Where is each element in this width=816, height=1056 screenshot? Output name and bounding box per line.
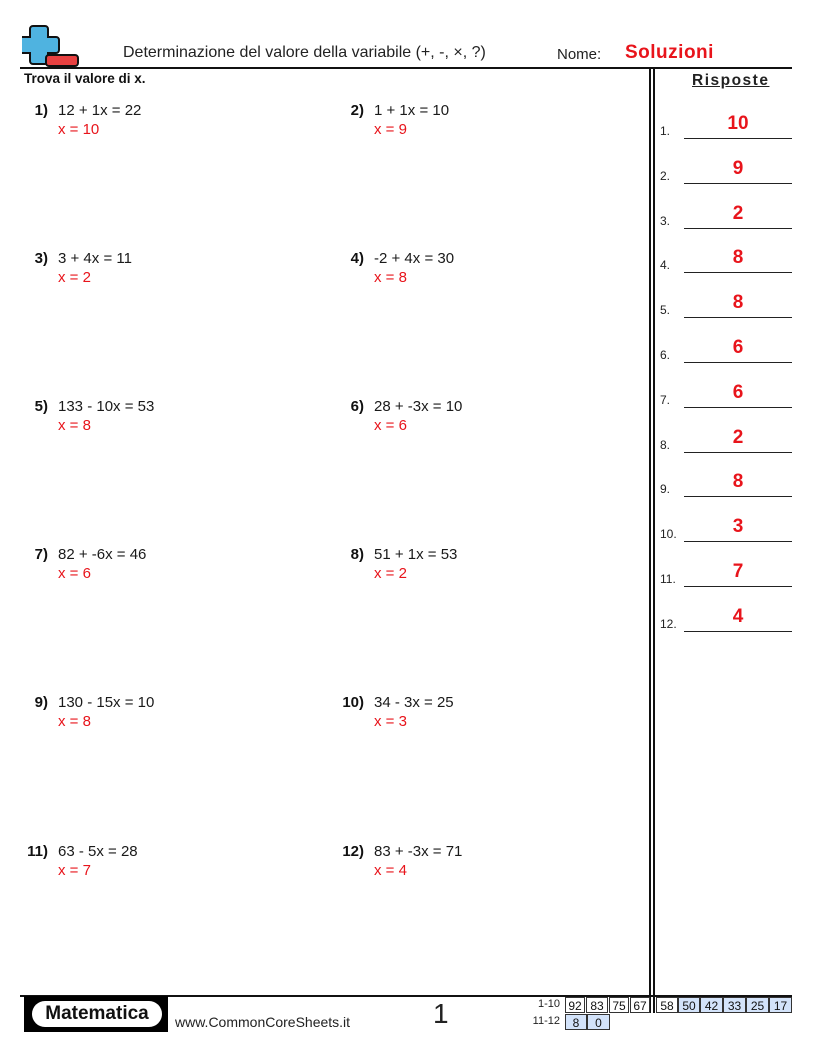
problem-solution: x = 8 xyxy=(58,713,91,730)
problem-4 xyxy=(316,250,636,290)
problem-solution: x = 10 xyxy=(58,121,100,138)
problem-equation: 3 + 4x = 11 xyxy=(58,250,132,267)
problem-equation: 130 - 15x = 10 xyxy=(58,694,155,711)
answer-value: 2 xyxy=(732,203,744,224)
answer-value: 8 xyxy=(732,247,744,268)
name-value: Soluzioni xyxy=(625,42,714,63)
problem-solution: x = 7 xyxy=(58,862,91,879)
page-number: 1 xyxy=(433,998,449,1029)
score-cell: 17 xyxy=(769,997,792,1013)
answer-value: 10 xyxy=(727,113,749,134)
answer-value: 6 xyxy=(732,382,744,403)
problem-2 xyxy=(316,102,636,142)
answer-row-3 xyxy=(660,200,792,230)
problem-number: 3) xyxy=(34,250,48,267)
score-cell: 50 xyxy=(678,997,700,1013)
answer-value: 9 xyxy=(732,158,744,179)
problem-equation: 82 + -6x = 46 xyxy=(58,546,147,563)
problem-equation: 1 + 1x = 10 xyxy=(374,102,450,119)
answer-row-1 xyxy=(660,110,792,140)
answer-row-5 xyxy=(660,289,792,319)
name-label: Nome: xyxy=(557,46,602,63)
problem-equation: 28 + -3x = 10 xyxy=(374,398,463,415)
answer-number: 6. xyxy=(660,348,671,362)
problem-equation: -2 + 4x = 30 xyxy=(374,250,455,267)
problem-3 xyxy=(0,250,320,290)
problem-9 xyxy=(0,694,320,734)
problem-solution: x = 3 xyxy=(374,713,407,730)
answer-line xyxy=(684,272,792,274)
problem-equation: 83 + -3x = 71 xyxy=(374,843,463,860)
answer-line xyxy=(684,407,792,409)
score-cell: 25 xyxy=(746,997,769,1013)
problem-11 xyxy=(0,843,320,883)
answer-value: 2 xyxy=(732,427,744,448)
answer-row-4 xyxy=(660,244,792,274)
problem-8 xyxy=(316,546,636,586)
answer-key-title: Risposte xyxy=(692,72,770,89)
answer-value: 8 xyxy=(732,292,744,313)
answer-value: 8 xyxy=(732,471,744,492)
problem-number: 11) xyxy=(27,843,48,860)
answer-row-2 xyxy=(660,155,792,185)
problem-6 xyxy=(316,398,636,438)
answer-line xyxy=(684,452,792,454)
answer-number: 11. xyxy=(660,572,676,586)
problem-number: 12) xyxy=(342,843,364,860)
problem-solution: x = 2 xyxy=(58,269,91,286)
column-divider xyxy=(649,69,651,1013)
header-divider xyxy=(20,67,792,69)
answer-line xyxy=(684,228,792,230)
problem-number: 9) xyxy=(34,694,48,711)
problem-solution: x = 4 xyxy=(374,862,407,879)
problem-number: 10) xyxy=(342,694,364,711)
score-cell: 42 xyxy=(700,997,723,1013)
problem-solution: x = 8 xyxy=(374,269,407,286)
answer-number: 7. xyxy=(660,393,671,407)
score-cell: 8 xyxy=(565,1014,587,1030)
score-row-label: 11-12 xyxy=(532,1015,560,1027)
answer-value: 7 xyxy=(732,561,744,582)
problem-number: 5) xyxy=(34,398,48,415)
problem-equation: 63 - 5x = 28 xyxy=(58,843,138,860)
score-cell: 67 xyxy=(630,997,650,1013)
answer-line xyxy=(684,138,792,140)
score-cell: 58 xyxy=(656,997,678,1013)
answer-line xyxy=(684,541,792,543)
problem-number: 8) xyxy=(350,546,364,563)
problem-solution: x = 2 xyxy=(374,565,407,582)
answer-line xyxy=(684,631,792,633)
problem-10 xyxy=(316,694,636,734)
answer-number: 8. xyxy=(660,438,671,452)
worksheet-title: Determinazione del valore della variabile (+, -, ×, ?) xyxy=(123,44,486,61)
score-cell: 75 xyxy=(609,997,629,1013)
answer-value: 4 xyxy=(732,606,744,627)
brand-badge xyxy=(24,996,168,1032)
problem-solution: x = 9 xyxy=(374,121,407,138)
plus-minus-logo-icon xyxy=(22,24,80,68)
answer-number: 10. xyxy=(660,527,677,541)
answer-line xyxy=(684,183,792,185)
answer-row-11 xyxy=(660,558,792,588)
answer-number: 1. xyxy=(660,124,671,138)
problem-5 xyxy=(0,398,320,438)
answer-row-8 xyxy=(660,424,792,454)
problem-number: 7) xyxy=(34,546,48,563)
score-row-label: 1-10 xyxy=(537,998,560,1010)
answer-number: 3. xyxy=(660,214,671,228)
answer-number: 12. xyxy=(660,617,677,631)
answer-row-12 xyxy=(660,603,792,633)
problem-solution: x = 6 xyxy=(58,565,91,582)
problem-12 xyxy=(316,843,636,883)
problem-solution: x = 8 xyxy=(58,417,91,434)
answer-row-6 xyxy=(660,334,792,364)
answer-number: 9. xyxy=(660,482,671,496)
answer-row-7 xyxy=(660,379,792,409)
problem-equation: 34 - 3x = 25 xyxy=(374,694,454,711)
answer-value: 3 xyxy=(732,516,744,537)
score-cell: 83 xyxy=(586,997,608,1013)
answer-line xyxy=(684,317,792,319)
column-divider xyxy=(653,69,655,1013)
score-cell: 0 xyxy=(587,1014,610,1030)
problem-1 xyxy=(0,102,320,142)
problem-7 xyxy=(0,546,320,586)
answer-row-9 xyxy=(660,468,792,498)
answer-number: 4. xyxy=(660,258,671,272)
problem-equation: 133 - 10x = 53 xyxy=(58,398,155,415)
score-cell: 33 xyxy=(723,997,746,1013)
answer-value: 6 xyxy=(732,337,744,358)
problem-number: 6) xyxy=(350,398,364,415)
problem-equation: 51 + 1x = 53 xyxy=(374,546,458,563)
answer-row-10 xyxy=(660,513,792,543)
problem-number: 2) xyxy=(350,102,364,119)
score-cell: 92 xyxy=(565,997,585,1013)
answer-number: 2. xyxy=(660,169,671,183)
instructions: Trova il valore di x. xyxy=(24,71,146,86)
answer-number: 5. xyxy=(660,303,671,317)
problem-number: 4) xyxy=(350,250,364,267)
site-url: www.CommonCoreSheets.it xyxy=(175,1014,351,1030)
problem-solution: x = 6 xyxy=(374,417,407,434)
answer-line xyxy=(684,496,792,498)
answer-line xyxy=(684,586,792,588)
problem-number: 1) xyxy=(34,102,48,119)
answer-line xyxy=(684,362,792,364)
problem-equation: 12 + 1x = 22 xyxy=(58,102,142,119)
brand-label: Matematica xyxy=(32,1001,162,1027)
